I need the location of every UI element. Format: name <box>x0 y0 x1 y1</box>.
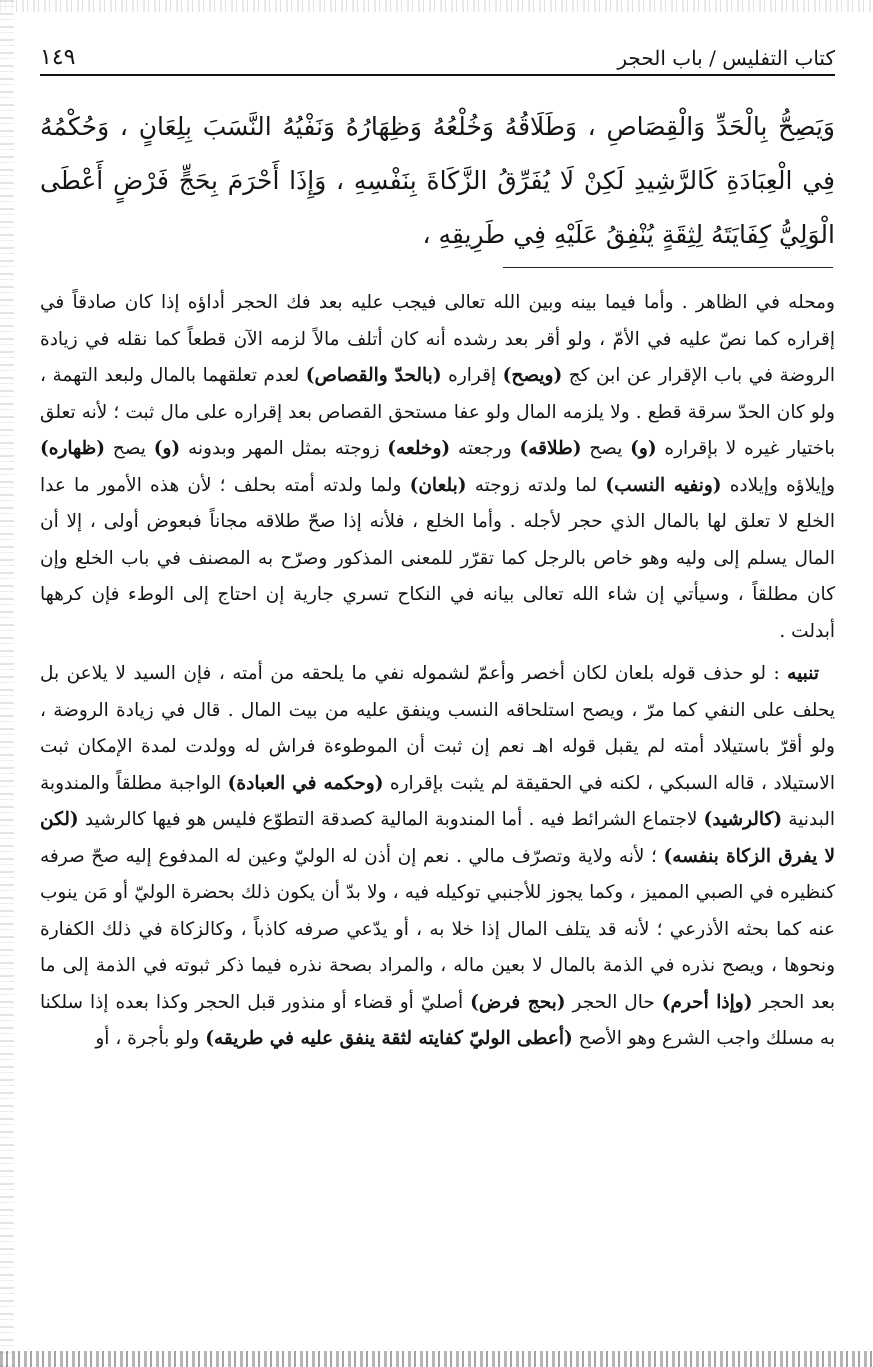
quoted-matn: (وإذا أحرم) <box>661 991 753 1013</box>
scan-edge-left <box>0 0 14 1367</box>
footnote-divider <box>503 267 833 268</box>
commentary-text: ؛ لأنه ولاية وتصرّف مالي . نعم إن أذن له الوليّ وعين له المدفوع إليه صحّ صرفه كنظيره في الصبي المميز ، وكما يجوز للأجنبي توكيله فيه ، ولا بدّ أن يكون ذلك بحضرة الوليّ أو مَن ينوب عنه كما بحثه الأذرعي ؛ لأنه قد يتلف المال إذا خلا به ، أو يدّعي صرفه كاذباً ، وكالزكاة في ذلك الكفارة ونحوها ، ويصح نذره في الذمة بالمال لا بعين ماله ، والمراد بصحة نذره فيما ذكر ثبوته في الذمة إلى ما بعد الحجر <box>40 845 835 1013</box>
commentary-text: الواجبة مطلقاً والمندوبة البدنية <box>40 772 835 830</box>
commentary-text: وإيلاؤه وإيلاده <box>721 474 835 496</box>
commentary-text: ورجعته <box>450 438 520 459</box>
commentary-text: ولما ولدته أمته بحلف ؛ لأن هذه الأمور ما عدا الخلع لا تعلق لها بالمال الذي حجر لأجله . وأما الخلع ، فلأنه إذا صحّ طلاقه مجاناً فبعوض أولى ، إلا أن المال يسلم إلى وليه وهو خاص بالرجل كما تقرّر للمعنى المذكور وصرّح به المصنف في باب الخلع وإن كان مطلقاً ، وسيأتي إن شاء الله تعالى بيانه في النكاح تسري جارية إن احتاج إلى الوطء فإن كرهها أبدلت . <box>40 474 835 642</box>
commentary-text: يصح <box>105 438 154 459</box>
quoted-matn: (طلاقه) <box>519 438 582 459</box>
commentary-paragraph <box>40 285 835 650</box>
quoted-matn: (بحج فرض) <box>470 991 566 1013</box>
commentary-text: أصليّ أو قضاء أو منذور قبل الحجر وكذا بعده إذا سلكنا به مسلك واجب الشرع وهو الأصح <box>40 991 835 1049</box>
commentary-text: ولو بأجرة ، أو <box>95 1028 206 1049</box>
quoted-matn: (ونفيه النسب) <box>605 474 722 496</box>
commentary-text: لما ولدته زوجته <box>466 474 606 496</box>
commentary-text: إقراره <box>441 365 503 386</box>
commentary-text: زوجته بمثل المهر وبدونه <box>180 438 388 459</box>
quoted-matn: (ويصح) <box>502 365 563 386</box>
page-header <box>40 42 835 76</box>
commentary-text: لاجتماع الشرائط فيه . أما المندوبة المالية كصدقة التطوّع فليس هو فيها كالرشيد <box>78 809 704 830</box>
quoted-matn: (كالرشيد) <box>703 809 783 830</box>
commentary <box>40 285 835 1058</box>
quoted-matn: (بالحدّ والقصاص) <box>305 365 442 386</box>
page-number: ١٤٩ <box>40 45 76 70</box>
quoted-matn: (وحكمه في العبادة) <box>227 772 384 794</box>
commentary-text: يصح <box>581 438 631 459</box>
commentary-text: حال الحجر <box>565 991 662 1013</box>
quoted-matn: (لكن لا يفرق الزكاة بنفسه) <box>40 809 835 867</box>
commentary-text: : لو حذف قوله بلعان لكان أخصر وأعمّ لشموله نفي ما يلحقه من أمته ، فإن السيد لا يلاعن بل يحلف على النفي كما مرّ ، ويصح استلحاقه النسب وينفق عليه من بيت المال . قال في زيادة الروضة ، ولو أقرّ باستيلاد أمته لم يقبل قوله اهـ نعم إن ثبت أن الموطوءة فراش له وولدت لمدة الإمكان ثبت الاستيلاد ، قاله السبكي ، لكنه في الحقيقة لم يثبت بإقراره <box>40 663 835 794</box>
note-label: تنبيه <box>787 663 819 684</box>
main-text: وَيَصِحُّ بِالْحَدِّ وَالْقِصَاصِ ، وَطَلَاقُهُ وَخُلْعُهُ وَظِهَارُهُ وَنَفْيُهُ النَّسَبَ بِلِعَانٍ ، وَحُكْمُهُ فِي الْعِبَادَةِ كَالرَّشِيدِ لَكِنْ لَا يُفَرِّقُ الزَّكَاةَ بِنَفْسِهِ ، وَإِذَا أَحْرَمَ بِحَجٍّ فَرْضٍ أَعْطَى الْوَلِيُّ كِفَايَتَهُ لِثِقَةٍ يُنْفِقُ عَلَيْهِ فِي طَرِيقِهِ ، <box>40 112 835 249</box>
scan-edge-top <box>0 0 873 12</box>
commentary-paragraph-note <box>40 656 835 1058</box>
quoted-matn: (و) <box>630 438 657 459</box>
quoted-matn: (و) <box>153 438 181 459</box>
decorative-border-bottom <box>0 1351 873 1367</box>
chapter-title: كتاب التفليس / باب الحجر <box>617 46 835 70</box>
quoted-matn: (أعطى الوليّ كفايته لثقة ينفق عليه في طريقه) <box>205 1028 573 1049</box>
commentary-text: ومحله في الظاهر . وأما فيما بينه وبين الله تعالى فيجب عليه بعد فك الحجر أداؤه إذا كان صادقاً في إقراره كما نصّ عليه في الأمّ ، ولو أقر بعد رشده أنه كان أتلف مالاً لزمه الآن قطعاً كما نقله في زيادة الروضة في باب الإقرار عن ابن كج <box>40 292 836 386</box>
quoted-matn: (وخلعه) <box>387 438 451 459</box>
quoted-matn: (ظهاره) <box>40 438 106 459</box>
commentary-text: لعدم تعلقهما بالمال ولبعد التهمة ، ولو كان الحدّ سرقة قطع . ولا يلزمه المال ولو عفا مستحق القصاص بعد إقراره على مال ثبت ؛ لأنه تعلق باختيار غيره لا بإقراره <box>40 365 835 459</box>
quoted-matn: (بلعان) <box>409 474 467 496</box>
